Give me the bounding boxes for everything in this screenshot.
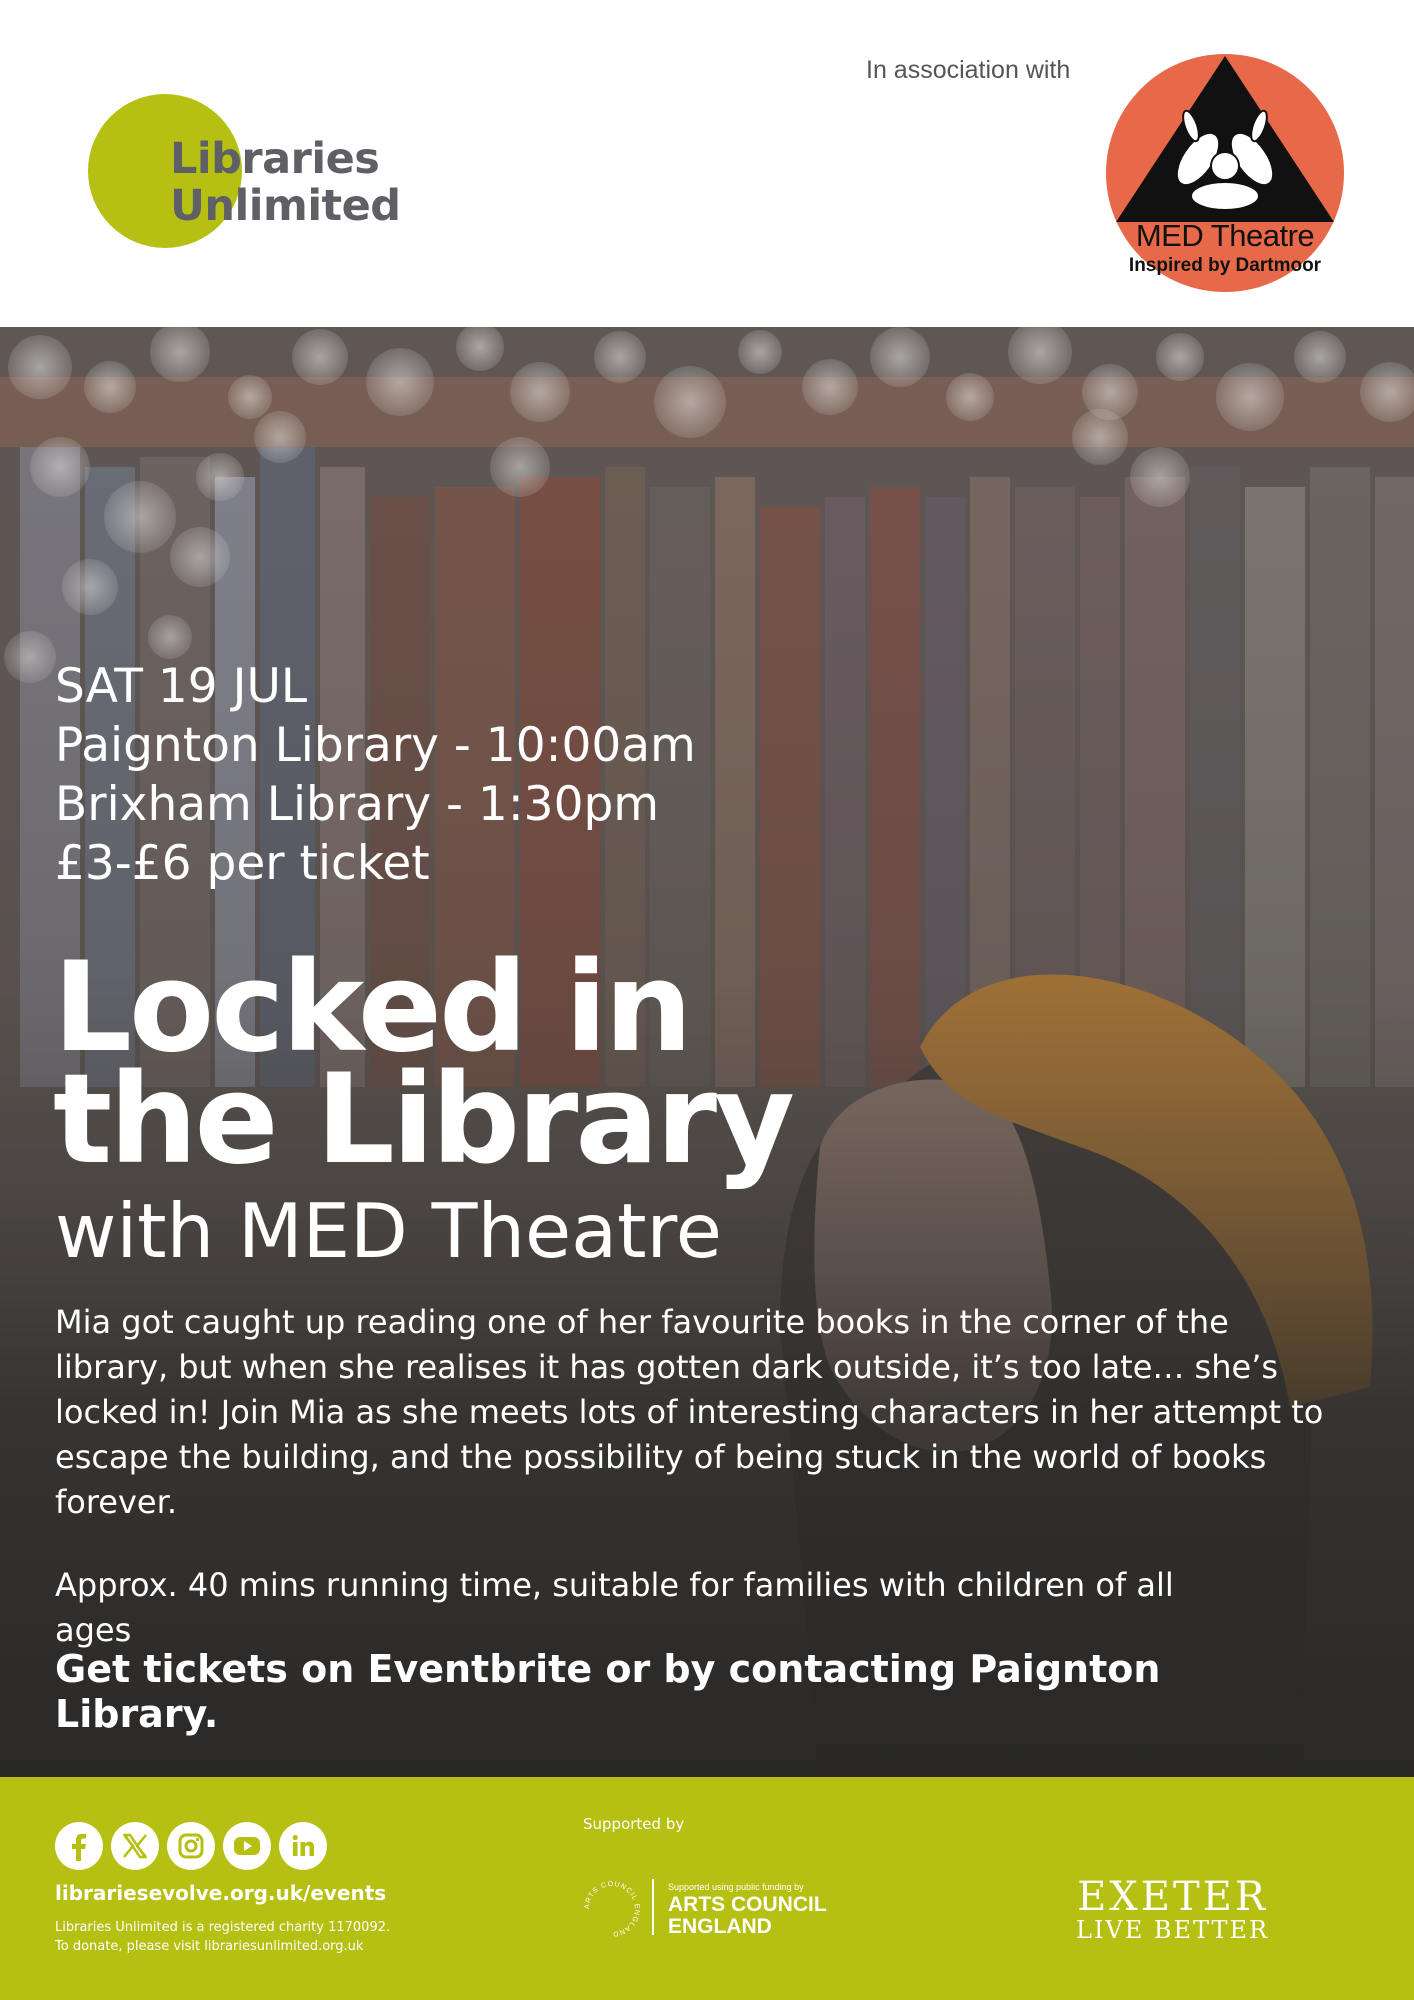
event-details (55, 657, 696, 893)
logo-line-1: Libraries (170, 134, 380, 184)
event-subtitle: with MED Theatre (55, 1187, 722, 1275)
arts-council-name-line-1: ARTS COUNCIL (668, 1893, 827, 1916)
association-text: In association with (866, 56, 1071, 84)
event-title-line-2: the Library (53, 1048, 792, 1192)
event-title (53, 936, 792, 1192)
exeter-live-better-logo[interactable] (1076, 1874, 1270, 1944)
x-icon[interactable] (111, 1822, 159, 1870)
event-venue-brixham: Brixham Library - 1:30pm (55, 777, 660, 832)
arts-council-name-line-2: ENGLAND (668, 1915, 772, 1938)
med-theatre-logo[interactable] (1106, 54, 1344, 292)
arts-council-ring-text: ARTS COUNCIL ENGLAND (583, 1880, 641, 1938)
charity-line-1: Libraries Unlimited is a registered charity 1170092. (55, 1920, 391, 1935)
event-price: £3-£6 per ticket (55, 836, 430, 891)
event-title-line-1: Locked in (53, 936, 690, 1080)
arts-council-name (668, 1894, 827, 1938)
ticket-call-to-action: Get tickets on Eventbrite or by contacting Paignton Library. (55, 1647, 1161, 1736)
youtube-icon[interactable] (223, 1822, 271, 1870)
exeter-logo-line-2: LIVE BETTER (1076, 1916, 1270, 1944)
facebook-icon[interactable] (55, 1822, 103, 1870)
header (0, 0, 1414, 327)
hero-section (0, 327, 1414, 1777)
logo-wordmark (170, 136, 401, 230)
event-date: SAT 19 JUL (55, 659, 308, 714)
event-running-time: Approx. 40 mins running time, suitable for families with children of all ages (55, 1566, 1174, 1649)
exeter-logo-line-1: EXETER (1077, 1874, 1268, 1920)
med-logo-tagline: Inspired by Dartmoor (1128, 255, 1322, 276)
arts-council-small-print: Supported using public funding by (668, 1882, 804, 1892)
linkedin-icon[interactable] (279, 1822, 327, 1870)
social-links (55, 1822, 327, 1870)
charity-notice (55, 1918, 390, 1956)
libraries-unlimited-logo[interactable] (88, 94, 408, 254)
svg-text:ARTS COUNCIL ENGLAND (584, 1881, 640, 1937)
footer (0, 1777, 1414, 2000)
instagram-icon[interactable] (167, 1822, 215, 1870)
event-description: Mia got caught up reading one of her favourite books in the corner of the library, but when she realises it has gotten dark outside, it’s too late… she’s locked in! Join Mia as she meets lots of interesting characters in her attempt to escape the building, and the possibility of being stuck in the world of books forever. (55, 1303, 1324, 1521)
logo-line-2: Unlimited (170, 181, 401, 231)
event-venue-paignton: Paignton Library - 10:00am (55, 718, 696, 773)
events-website-link[interactable]: librariesevolve.org.uk/events (55, 1881, 387, 1905)
med-logo-name: MED Theatre (1135, 218, 1315, 253)
supported-by-label: Supported by (583, 1815, 685, 1833)
charity-line-2: To donate, please visit librariesunlimited.org.uk (55, 1939, 364, 1954)
arts-council-divider (652, 1879, 654, 1935)
arts-council-ring-icon (580, 1877, 644, 1941)
arts-council-england-logo[interactable] (580, 1877, 830, 1941)
